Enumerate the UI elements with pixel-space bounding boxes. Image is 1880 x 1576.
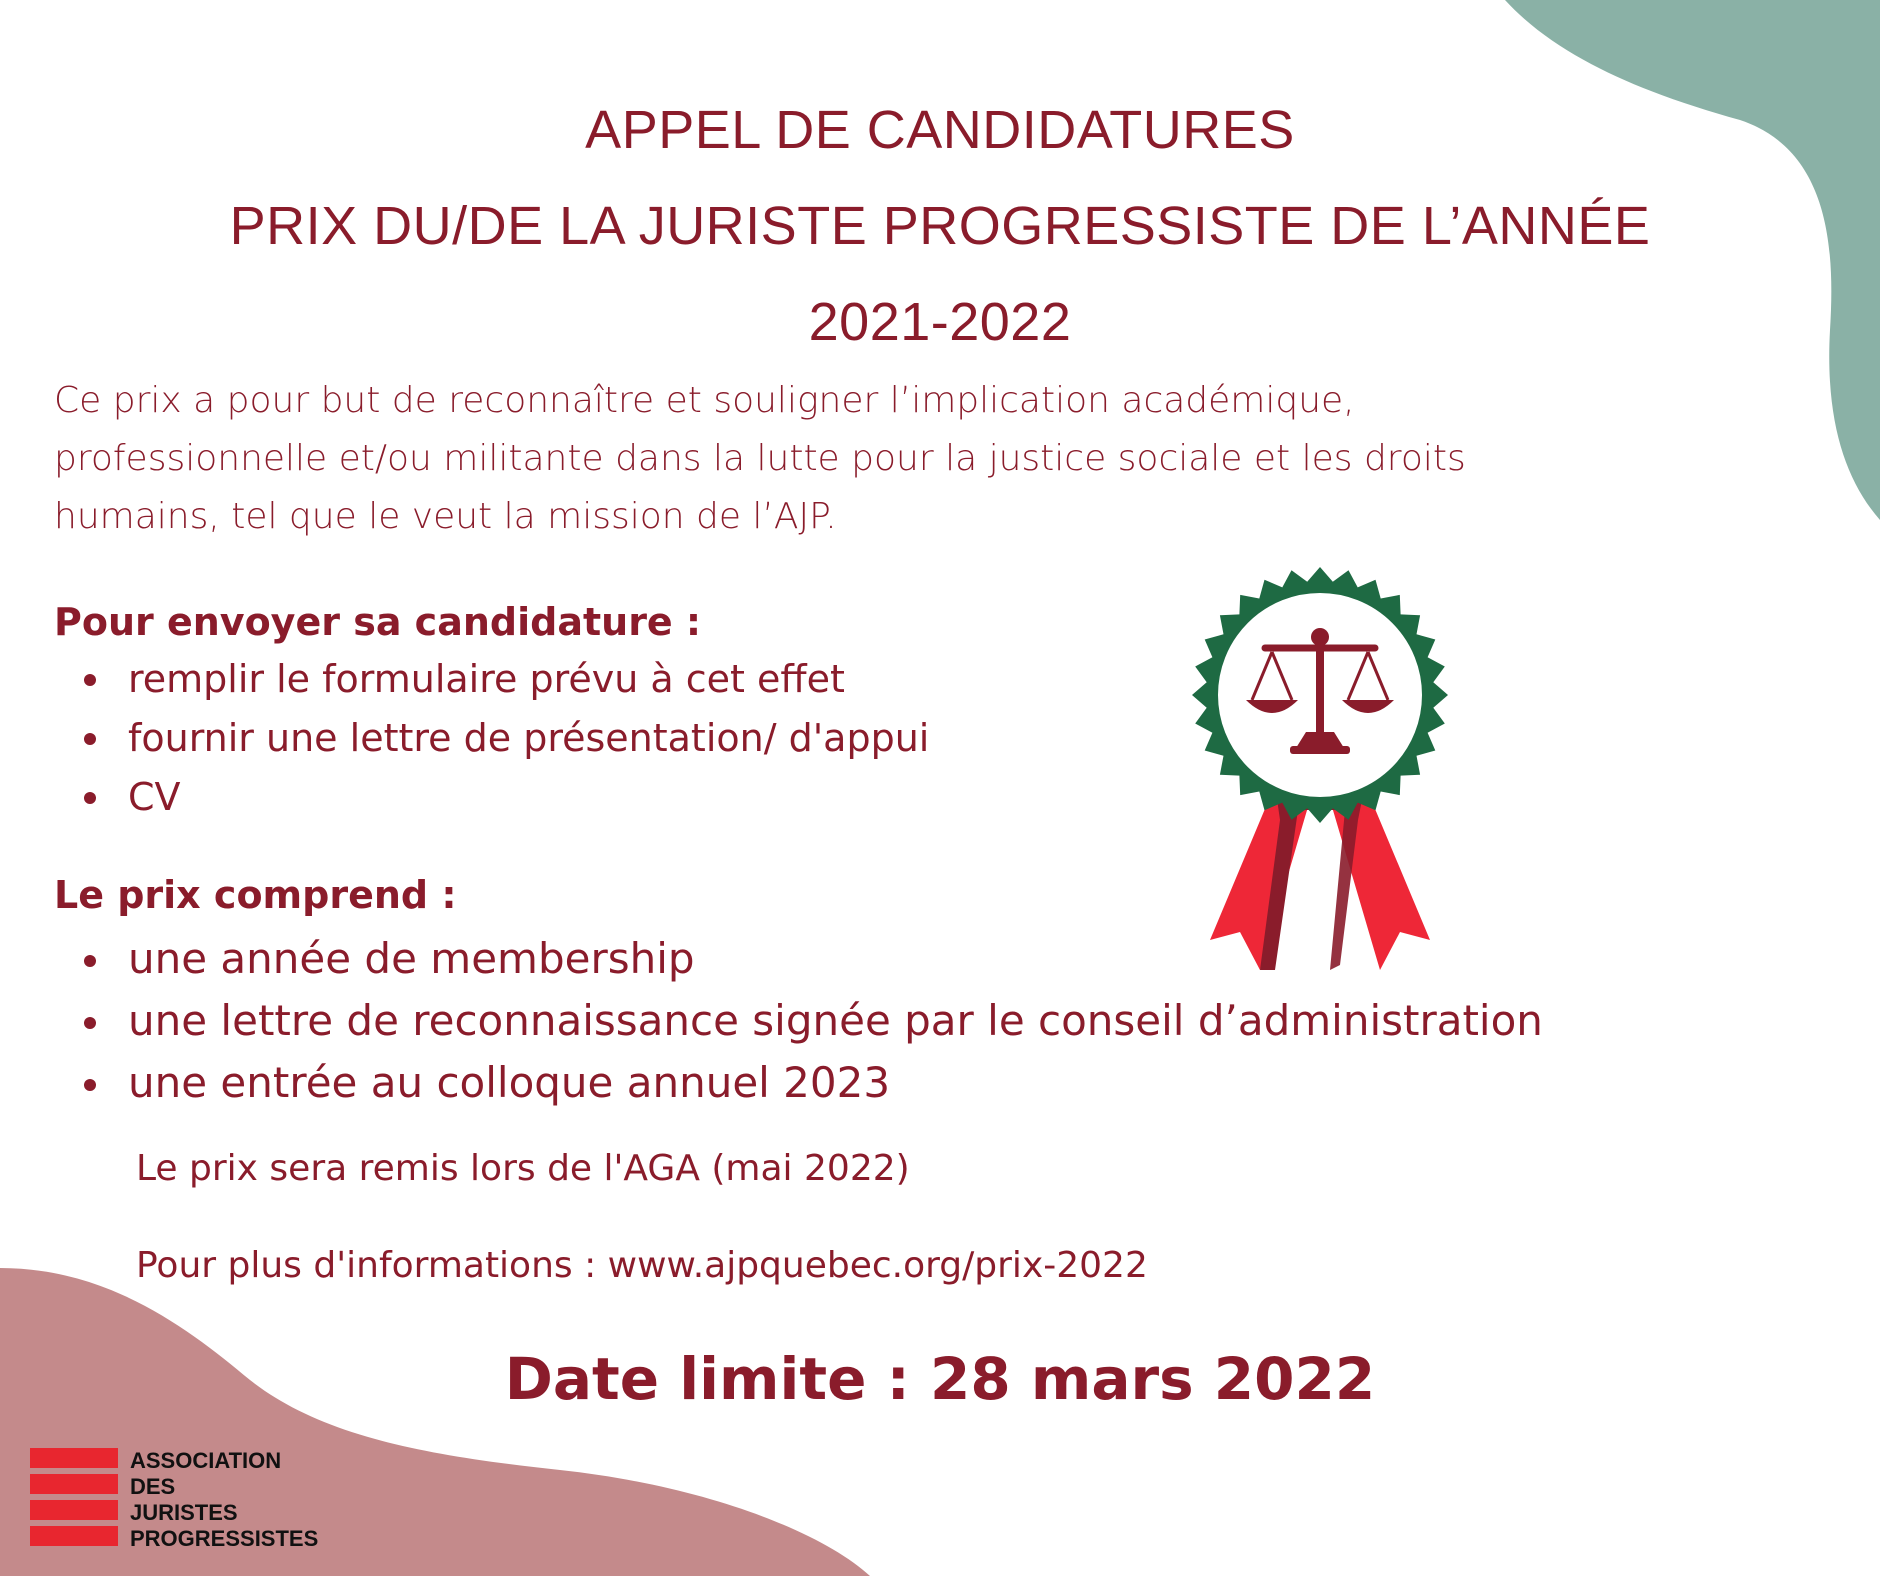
- list-item: une année de membership: [84, 928, 1543, 990]
- title-line-2: PRIX DU/DE LA JURISTE PROGRESSISTE DE L’ANNÉE: [229, 196, 1651, 256]
- deadline-text: Date limite : 28 mars 2022: [504, 1345, 1376, 1413]
- list-item: CV: [84, 768, 929, 827]
- organization-logo: [30, 1448, 360, 1558]
- apply-heading: Pour envoyer sa candidature :: [54, 600, 702, 644]
- ceremony-note: Le prix sera remis lors de l'AGA (mai 2022): [136, 1148, 910, 1189]
- title-line-1: APPEL DE CANDIDATURES: [585, 100, 1295, 160]
- logo-line-3: JURISTES: [130, 1500, 238, 1525]
- logo-bar: [30, 1448, 118, 1468]
- logo-text: [130, 1448, 318, 1552]
- info-note: Pour plus d'informations : www.ajpquebec.org/prix-2022: [136, 1245, 1148, 1286]
- award-rosette-icon: [1180, 560, 1460, 980]
- intro-paragraph: Ce prix a pour but de reconnaître et souligner l’implication académique, professionnelle et/ou militante dans la lutte pour la justice sociale et les droits humains, tel que le veut la mission de l’AJP.: [54, 380, 1466, 537]
- logo-line-2: DES: [130, 1474, 176, 1499]
- list-item: remplir le formulaire prévu à cet effet: [84, 650, 929, 709]
- list-item: fournir une lettre de présentation/ d'appui: [84, 709, 929, 768]
- logo-line-4: PROGRESSISTES: [130, 1526, 319, 1551]
- prize-heading: Le prix comprend :: [54, 873, 457, 917]
- apply-list: [84, 650, 929, 827]
- page-title: [0, 82, 1880, 370]
- logo-bar: [30, 1474, 118, 1494]
- title-line-3: 2021-2022: [808, 292, 1072, 352]
- logo-bar: [30, 1526, 118, 1546]
- list-item: une lettre de reconnaissance signée par le conseil d’administration: [84, 990, 1543, 1052]
- logo-line-1: ASSOCIATION: [130, 1448, 282, 1473]
- list-item: une entrée au colloque annuel 2023: [84, 1052, 1543, 1114]
- logo-bar: [30, 1500, 118, 1520]
